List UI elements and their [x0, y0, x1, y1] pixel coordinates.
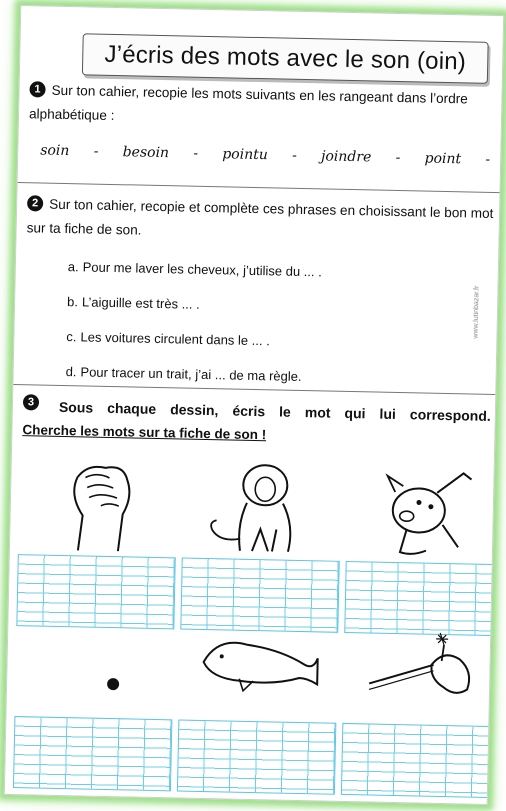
- exercise-1-instruction: [29, 78, 495, 136]
- writing-grid[interactable]: [13, 716, 172, 791]
- phrase-list: [65, 259, 322, 404]
- phrase-letter: d.: [65, 364, 77, 380]
- instruction-word: correspond.: [409, 406, 491, 424]
- phrase-text: L’aiguille est très ... .: [81, 294, 200, 312]
- marsouin-icon: [198, 626, 320, 728]
- exercise-2-text: Sur ton cahier, recopie et complète ces phrases en choisissant le bon mot sur ta fiche de son.: [26, 196, 494, 238]
- picture-cell: [344, 461, 504, 639]
- phrase-text: Les voitures circulent dans le ... .: [80, 329, 270, 349]
- pointe-icon: [362, 629, 484, 731]
- writing-grid[interactable]: [177, 719, 336, 794]
- phrase-text: Pour tracer un trait, j’ai ... de ma règle.: [80, 364, 302, 384]
- exercise-2-number: 2: [27, 195, 43, 211]
- writing-grid[interactable]: [16, 554, 175, 629]
- picture-cell: [180, 458, 344, 636]
- instruction-word: écris: [232, 402, 266, 420]
- instruction-word: chaque: [107, 399, 157, 417]
- instruction-word: Sous: [58, 398, 94, 416]
- phrase-letter: a.: [67, 259, 79, 275]
- exercise-3-number: 3: [23, 394, 39, 410]
- worksheet: [4, 5, 504, 805]
- exercise-2-instruction: [26, 192, 495, 250]
- instruction-word: le: [278, 403, 292, 420]
- instruction-word: lui: [379, 405, 397, 422]
- word-separator: -: [93, 143, 99, 160]
- picture-cell: [341, 629, 505, 805]
- word: point: [424, 150, 462, 168]
- point-icon: [34, 622, 156, 724]
- phrase-item: [66, 329, 321, 369]
- phrase-letter: c.: [66, 329, 77, 345]
- phrase-letter: b.: [66, 294, 79, 310]
- title-text: J’écris des mots avec le son (oin): [104, 40, 467, 76]
- phrase-item: [67, 259, 322, 299]
- word-separator: -: [291, 147, 298, 164]
- writing-grid[interactable]: [180, 558, 339, 633]
- picture-cell: [13, 622, 177, 800]
- exercise-1-number: 1: [29, 81, 45, 97]
- poing-icon: [38, 455, 160, 557]
- word-separator: -: [485, 151, 491, 168]
- instruction-word: dessin,: [170, 401, 219, 419]
- page-title: [82, 33, 489, 83]
- word: joindre: [320, 148, 372, 166]
- writing-grid[interactable]: [341, 723, 500, 798]
- instruction-word: mot: [304, 404, 331, 421]
- side-credit: www.lutinbazar.fr: [472, 285, 481, 339]
- phrase-item: [67, 294, 322, 334]
- writing-grid[interactable]: [344, 561, 503, 636]
- word-separator: -: [395, 149, 401, 167]
- exercise-3-line-2: Cherche les mots sur ta fiche de son !: [22, 422, 267, 443]
- cochon-icon: [366, 461, 488, 563]
- word-list: [40, 142, 490, 167]
- phrase-text: Pour me laver les cheveux, j’utilise du ... .: [82, 259, 322, 280]
- word: soin: [40, 142, 70, 160]
- exercise-1-text: Sur ton cahier, recopie les mots suivants en les rangeant dans l’ordre alphabétique :: [28, 82, 468, 124]
- word: pointu: [222, 146, 268, 164]
- singe-icon: [202, 458, 324, 560]
- picture-cell: [16, 454, 180, 632]
- picture-cell: [177, 626, 341, 804]
- instruction-word: qui: [344, 404, 366, 422]
- section-divider: [18, 182, 500, 193]
- word-separator: -: [193, 145, 199, 162]
- exercise-3-instruction: [22, 394, 491, 452]
- word: besoin: [122, 144, 170, 162]
